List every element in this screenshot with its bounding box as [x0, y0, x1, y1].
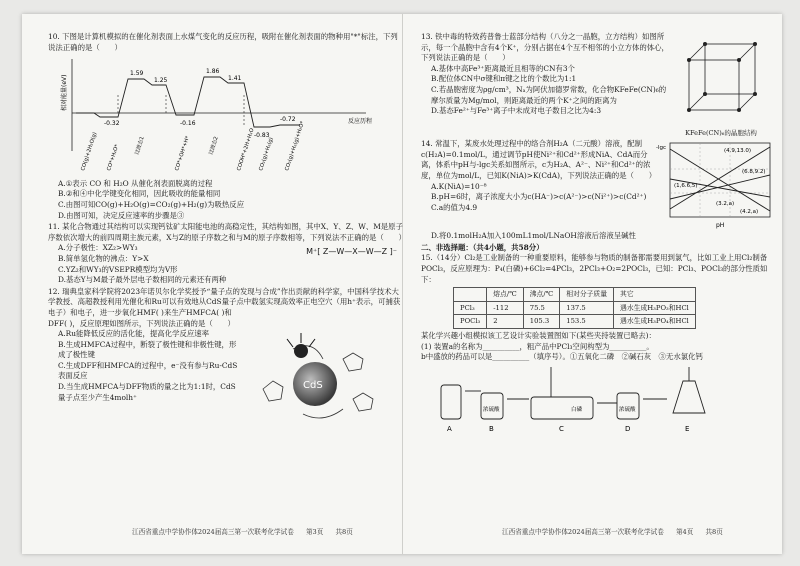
- state-label-2: CO*+H₂O*: [106, 143, 121, 172]
- right-footer-total: 共8页: [705, 528, 723, 536]
- left-page: [48, 32, 406, 430]
- table-cell: 153.5: [560, 315, 614, 329]
- energy-value-4: -0.16: [180, 120, 196, 128]
- table-cell: 75.5: [523, 301, 560, 315]
- apparatus-c: C: [559, 424, 564, 433]
- apparatus-e: E: [685, 424, 690, 433]
- q11-option-c: C.YZ₂和WY₃的VSEPR模型均为V形: [58, 264, 178, 274]
- chart-point-1: (4.9,13.0): [724, 148, 752, 155]
- energy-profile-figure: [48, 55, 403, 177]
- reaction-axis-label: 反应历程: [348, 118, 373, 126]
- state-label-7: CO₂(g)+H₂(g): [258, 136, 275, 172]
- table-cell: -112: [487, 301, 524, 315]
- energy-value-6: 1.41: [228, 75, 242, 83]
- table-row: [454, 301, 696, 315]
- right-footer-page: 第4页: [675, 528, 694, 536]
- table-cell: 遇水生成H₃PO₃和HCl: [614, 301, 696, 315]
- apparatus-diagram: [421, 363, 771, 437]
- energy-value-5: 1.86: [206, 68, 220, 76]
- question-14: [421, 139, 776, 242]
- table-cell: 2: [487, 315, 524, 329]
- q11-option-b: B.简单氢化物的沸点：Y>X: [58, 253, 149, 263]
- exam-sheet: [22, 14, 782, 554]
- apparatus-label-1: 浓硫酸: [483, 406, 500, 413]
- q12-option-c: C.生成DFF和HMFCA的过程中，e⁻没有参与Ru-CdS表面反应: [58, 360, 238, 381]
- properties-table: [453, 287, 696, 329]
- q12-option-b: B.生成HMFCA过程中，断裂了极性键和非极性键，形成了极性键: [58, 339, 237, 360]
- q10-option-d: D.由图可知，决定反应速率的步骤是③: [58, 210, 185, 220]
- table-header: 沸点/℃: [523, 288, 560, 302]
- table-header: 其它: [614, 288, 696, 302]
- q12-stem-2: DFF( )，反应原理如图所示，下列说法正确的是（ ）: [48, 318, 235, 328]
- right-page: [421, 32, 776, 441]
- q13-option-a: A.基体中高Fe³⁺距离最近且相等的CN有3个: [431, 63, 575, 73]
- section-2-heading: 二、非选择题：（共4小题，共58分）: [421, 242, 544, 252]
- left-footer-page: 第3页: [305, 528, 324, 536]
- q13-option-d: D.基态Fe²⁺与Fe³⁺离子中未成对电子数目之比为4:3: [431, 106, 602, 116]
- q10-option-b: B.②和④中化学键变化相同，因此吸收的能量相同: [58, 189, 221, 199]
- apparatus-a: A: [447, 424, 452, 433]
- chart-point-2: (6.8,9.2): [742, 169, 766, 176]
- q10-stem: 10. 下图是计算机模拟的在催化剂表面上水煤气变化的反应历程，吸附在催化剂表面的物种用"*"标注，下列说法正确的是（ ）: [48, 32, 398, 52]
- state-label-5: 过渡态2: [208, 136, 220, 156]
- table-cell: 137.5: [560, 301, 614, 315]
- chart-point-5: (4.2,a): [740, 209, 759, 216]
- q12-option-a: A.Ru能降低反应的活化能，提高化学反应速率: [58, 329, 210, 339]
- state-label-1: CO(g)+2H₂O(g): [80, 131, 99, 172]
- apparatus-d: D: [625, 424, 631, 433]
- energy-value-1: -0.32: [104, 120, 120, 128]
- q10-option-c: C.由图可知CO(g)+H₂O(g)=CO₂(g)+H₂(g)为吸热反应: [58, 199, 245, 209]
- right-footer-title: 江西省重点中学协作体2024届高三第一次联考化学试卷: [502, 528, 664, 536]
- state-label-6: COOH*+2H+H₂O: [236, 127, 256, 172]
- question-15: [421, 253, 776, 440]
- apparatus-b: B: [489, 424, 494, 433]
- table-cell: POCl₃: [454, 315, 487, 329]
- chart-point-3: (1,6.6,5): [674, 183, 698, 190]
- q14-stem: 14. 常温下，某废水处理过程中的络合剂H₂A（二元酸）溶液，配制 c(H₂A)=0.1mol/L，通过调节pH使Ni²⁺和Cd²⁺形成NiA、CdA而分离，体系中pH与-lgc关系如图所示，c为H₂A、A²⁻、Ni²⁺和Cd²⁺的浓度，单位为mol/L，已知K(NiA)>K(CdA)，下列说法正确的是（ ）: [421, 139, 657, 180]
- energy-value-2: 1.59: [130, 70, 144, 78]
- question-12: [48, 287, 403, 429]
- q11-option-a: A.分子极性：XZ₂>WY₃: [58, 243, 138, 253]
- q11-structure-formula: M⁺[ Z—W—X—W—Z ]⁻: [306, 247, 397, 257]
- energy-value-8: -0.72: [280, 116, 296, 124]
- chart-y-label: -lgc: [656, 145, 667, 152]
- q15-line-2: (1) 装置a的名称为__________，粗产品中PCl₃空间构型为__________。: [421, 341, 654, 351]
- table-row: [454, 315, 696, 329]
- energy-axis-label: 相对能量(eV): [61, 74, 68, 112]
- table-header: 相对分子质量: [560, 288, 614, 302]
- cds-quantum-dot-figure: [243, 329, 393, 429]
- q13-option-b: B.配位体CN中σ键和π键之比的个数比为1:1: [431, 74, 577, 84]
- chart-point-4: (3.2,a): [716, 201, 735, 208]
- chart-x-label: pH: [716, 222, 725, 230]
- q13-figure-label: KFeFe(CN)₆的晶胞结构: [685, 128, 757, 137]
- q12-option-d: D.当生成HMFCA与DFF物质的量之比为1:1时，CdS量子点至少产生4molh⁺: [58, 382, 236, 402]
- q13-stem: 13. 铁中毒的特效药普鲁士蓝部分结构（八分之一晶胞，立方结构）如图所示，每一个晶胞中含有4个K⁺，分别占据在4个互不相邻的小立方体的体心，下列说法正确的是（ ）: [421, 32, 669, 63]
- energy-value-7: -0.83: [254, 132, 270, 140]
- q14-option-b: B.pH=6时，离子浓度大小为c(HA⁻)>c(A²⁻)>c(Ni²⁺)>c(Cd²⁺): [431, 192, 647, 202]
- ph-lgc-chart: [656, 139, 774, 231]
- prussian-blue-cell-figure: [671, 32, 771, 124]
- question-10: [48, 32, 403, 221]
- right-footer: [502, 526, 733, 536]
- apparatus-label-2: 白磷: [571, 406, 583, 413]
- q14-option-d: D.将0.1molH₂A加入100mL1mol/LNaOH溶液后溶液呈碱性: [431, 231, 636, 241]
- q14-option-a: A.K(NiA)=10⁻⁸: [431, 181, 487, 191]
- q10-option-a: A.①表示 CO 和 H₂O 从催化剂表面脱离的过程: [58, 178, 213, 188]
- q13-option-c: C.若晶胞密度为ρg/cm³，Nₐ为阿伏加德罗常数，化合物KFeFe(CN)₆的摩尔质量为Mg/mol，则距离最近的两个K⁺之间的距离为: [431, 84, 667, 105]
- state-label-4: CO*+OH*+H*: [174, 135, 192, 172]
- q12-stem: 12. 瑞典皇家科学院将2023年诺贝尔化学奖授予“量子点的发现与合成”作出贡献的科学家，中国科学技术大学教授、高超教授利用光催化和Ru可以有效地从CdS量子点中载氢实现高效率正电空穴（用h⁺表示，可捕获电子）和电子，进一步氧化HMF( )来生产HMFCA( )和: [48, 286, 401, 317]
- apparatus-label-3: 浓硫酸: [619, 406, 636, 413]
- q11-stem: 11. 某化合物通过其结构可以实现钙钛矿太阳能电池的高稳定性，其结构如图，其中X、Y、Z、W、M是原子序数依次增大的前四周期主族元素，X与Z的原子序数之和与M的原子序数相等，下列说法不正确的是（ ）: [48, 222, 406, 242]
- table-cell: 遇水生成H₃PO₄和HCl: [614, 315, 696, 329]
- left-footer-title: 江西省重点中学协作体2024届高三第一次联考化学试卷: [132, 528, 294, 536]
- table-cell: 105.3: [523, 315, 560, 329]
- table-header-row: [454, 288, 696, 302]
- q11-option-d: D.基态Y与M最子最外层电子数相同的元素还有两种: [58, 275, 227, 285]
- question-13: [421, 32, 776, 138]
- table-header: [454, 288, 487, 302]
- energy-value-3: 1.25: [154, 77, 168, 85]
- left-footer-total: 共8页: [335, 528, 353, 536]
- q14-option-c: C.a的值为4.9: [431, 202, 478, 212]
- q15-line-1: 某化学兴趣小组模拟该工艺设计实验装置图如下(某些夹持装置已略去)：: [421, 330, 656, 340]
- table-cell: PCl₃: [454, 301, 487, 315]
- question-11: [48, 222, 406, 286]
- q15-stem: 15.（14分）Cl₂是工业制备的一种重要原料，能够参与物质的制备都需要用到氯气，比如工业上用Cl₂制备POCl₃，反应原理为：P₄(白磷)+6Cl₂=4PCl₃，2PCl₃+O₂=2POCl₃，已知：PCl₃、POCl₃的部分性质如下：: [421, 253, 768, 284]
- energy-profile-chart: [48, 55, 388, 173]
- state-label-8: CO₂(g)+H₂(g)+H₂O*: [284, 120, 306, 172]
- q15-line-3: b中盛放的药品可以是__________（填序号）。①五氧化二磷 ②碱石灰 ③无水氯化钙: [421, 352, 703, 362]
- cds-label: CdS: [303, 380, 323, 392]
- state-label-3: 过渡态1: [134, 136, 146, 156]
- table-header: 熔点/℃: [487, 288, 524, 302]
- left-footer: [132, 526, 363, 536]
